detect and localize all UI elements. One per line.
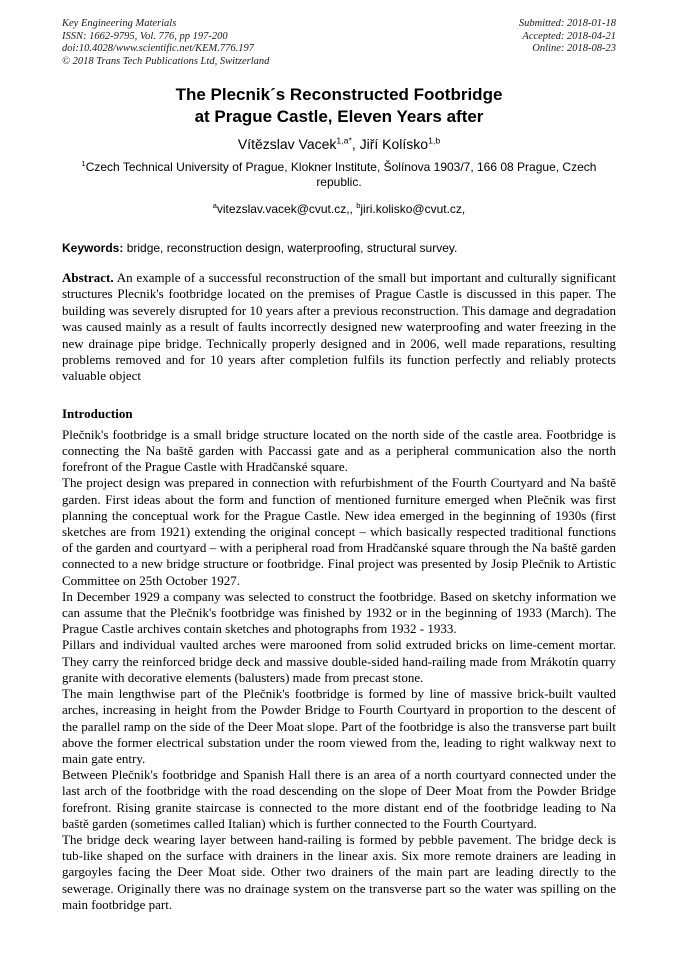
paper-title-line-1: The Plecnik´s Reconstructed Footbridge	[175, 85, 503, 104]
journal-issn-volume: ISSN: 1662-9795, Vol. 776, pp 197-200	[62, 30, 228, 42]
journal-doi: doi:10.4028/www.scientific.net/KEM.776.197	[62, 43, 254, 54]
introduction-paragraph-6: Between Plečnik's footbridge and Spanish Hall there is an area of a north courtyard connected under the last arch of the footbridge with the road descending on the slope of Deer Moat from the Powder Bridge forefront. Rising granite staircase is connected to the more distant end of the footbridge leading to Na baště garden (sometimes called Italian) which is further connected to the Fourth Courtyard.	[62, 767, 616, 831]
keywords-line	[62, 241, 616, 256]
author-emails	[62, 202, 616, 217]
introduction-paragraph-5: The main lengthwise part of the Plečnik's footbridge is formed by line of massive brick-built vaulted arches, increasing in height from the Powder Bridge to Fourth Courtyard in proportion to the descent of the parallel ramp on the side of the Deer Moat slope. Part of the footbridge is also the transverse part built above the former electrical substation under the room viewed from the, leading to right walkway next to main gate entry.	[62, 686, 616, 766]
submitted-date: Submitted: 2018-01-18	[518, 18, 616, 29]
author-1-affiliation-mark: 1,a*	[336, 135, 352, 146]
author-2-name: Jiří Kolísko	[359, 136, 429, 152]
journal-copyright: © 2018 Trans Tech Publications Ltd, Switzerland	[62, 55, 270, 67]
keywords-label: Keywords:	[62, 241, 124, 255]
introduction-paragraph-2: The project design was prepared in connection with refurbishment of the Fourth Courtyard and Na baště garden. First ideas about the form and function of mentioned furniture emerged when Plečnik was first planning the conceptual work for the Prague Castle. New idea emerged in the beginning of 1930s (first sketches are from 1921) extending the original concept – which basically respected traditional functions of the garden and courtyard – with a peripheral road from Hradčanské square through the Na baště garden connected to a new bridge structure or footbridge. Final project was presented by Josip Plečnik to Artistic Committee on 25th October 1927.	[62, 475, 616, 588]
journal-info	[62, 18, 269, 68]
abstract-paragraph	[62, 270, 616, 385]
introduction-paragraph-3: In December 1929 a company was selected to construct the footbridge. Based on sketchy information we can assume that the Plečnik's footbridge was finished by 1932 or in the beginning of 1933 (March). The Prague Castle archives contain sketches and photographs from 1932 - 1933.	[62, 588, 616, 637]
authors-separator: ,	[351, 136, 360, 152]
submission-dates	[519, 18, 616, 68]
keywords-text: bridge, reconstruction design, waterproofing, structural survey.	[126, 241, 458, 255]
paper-title	[62, 84, 616, 128]
accepted-date: Accepted: 2018-04-21	[522, 30, 616, 42]
author-2-affiliation-mark: 1,b	[428, 135, 441, 146]
email-a-mark: a	[212, 201, 217, 210]
email-a-address: vitezslav.vacek@cvut.cz,,	[216, 202, 353, 216]
abstract-label: Abstract.	[62, 270, 114, 285]
affiliation	[62, 160, 616, 190]
affiliation-text: Czech Technical University of Prague, Klokner Institute, Šolínova 1903/7, 166 08 Prague, Czech republic.	[85, 160, 597, 189]
journal-header	[62, 18, 616, 68]
introduction-paragraph-4: Pillars and individual vaulted arches were marooned from solid extruded bricks on lime-cement mortar. They carry the reinforced bridge deck and massive double-sided hand-railing made from Mrákotín quarry granite with decorative elements (balusters) made from precast stone.	[62, 637, 616, 685]
authors-line	[62, 134, 616, 154]
paper-title-line-2: at Prague Castle, Eleven Years after	[194, 107, 484, 126]
introduction-body	[62, 427, 616, 913]
introduction-paragraph-7: The bridge deck wearing layer between hand-railing is formed by pebble pavement. The bridge deck is tub-like shaped on the surface with drainers in the linear axis. Six more remote drainers are leading in gargoyles facing the Deer Moat side. Other two drainers of the main part are leading directly to the sewerage. Originally there was no drainage system on the transverse part so the water was spilling on the main footbridge part.	[62, 831, 616, 912]
abstract-text: An example of a successful reconstruction of the small but important and culturally significant structures Plecnik's footbridge located on the premises of Prague Castle is discussed in this paper. The building was severely disrupted for 10 years after a previous reconstruction. This damage and degradation was caused mainly as a result of faults incorrectly designed new waterproofing and water freezing in the new drainage pipe bridge. Technically properly designed and in 2006, well made reparations, resulting problems removed and for 10 years after completion fulfils its function perfectly and reliably protects valuable object	[62, 270, 616, 384]
author-1-name: Vítězslav Vacek	[237, 136, 337, 152]
email-b-mark: b	[356, 201, 361, 210]
introduction-paragraph-1: Plečnik's footbridge is a small bridge structure located on the north side of the castle area. Footbridge is connecting the Na baště garden with Paccassi gate and as a peripheral communication also the north forefront of the Prague Castle with Hradčanské square.	[62, 426, 616, 475]
journal-name: Key Engineering Materials	[62, 18, 177, 29]
email-b-address: jiri.kolisko@cvut.cz,	[360, 202, 466, 216]
online-date: Online: 2018-08-23	[532, 43, 616, 54]
affiliation-mark: 1	[81, 159, 86, 168]
section-heading-introduction: Introduction	[62, 405, 133, 421]
